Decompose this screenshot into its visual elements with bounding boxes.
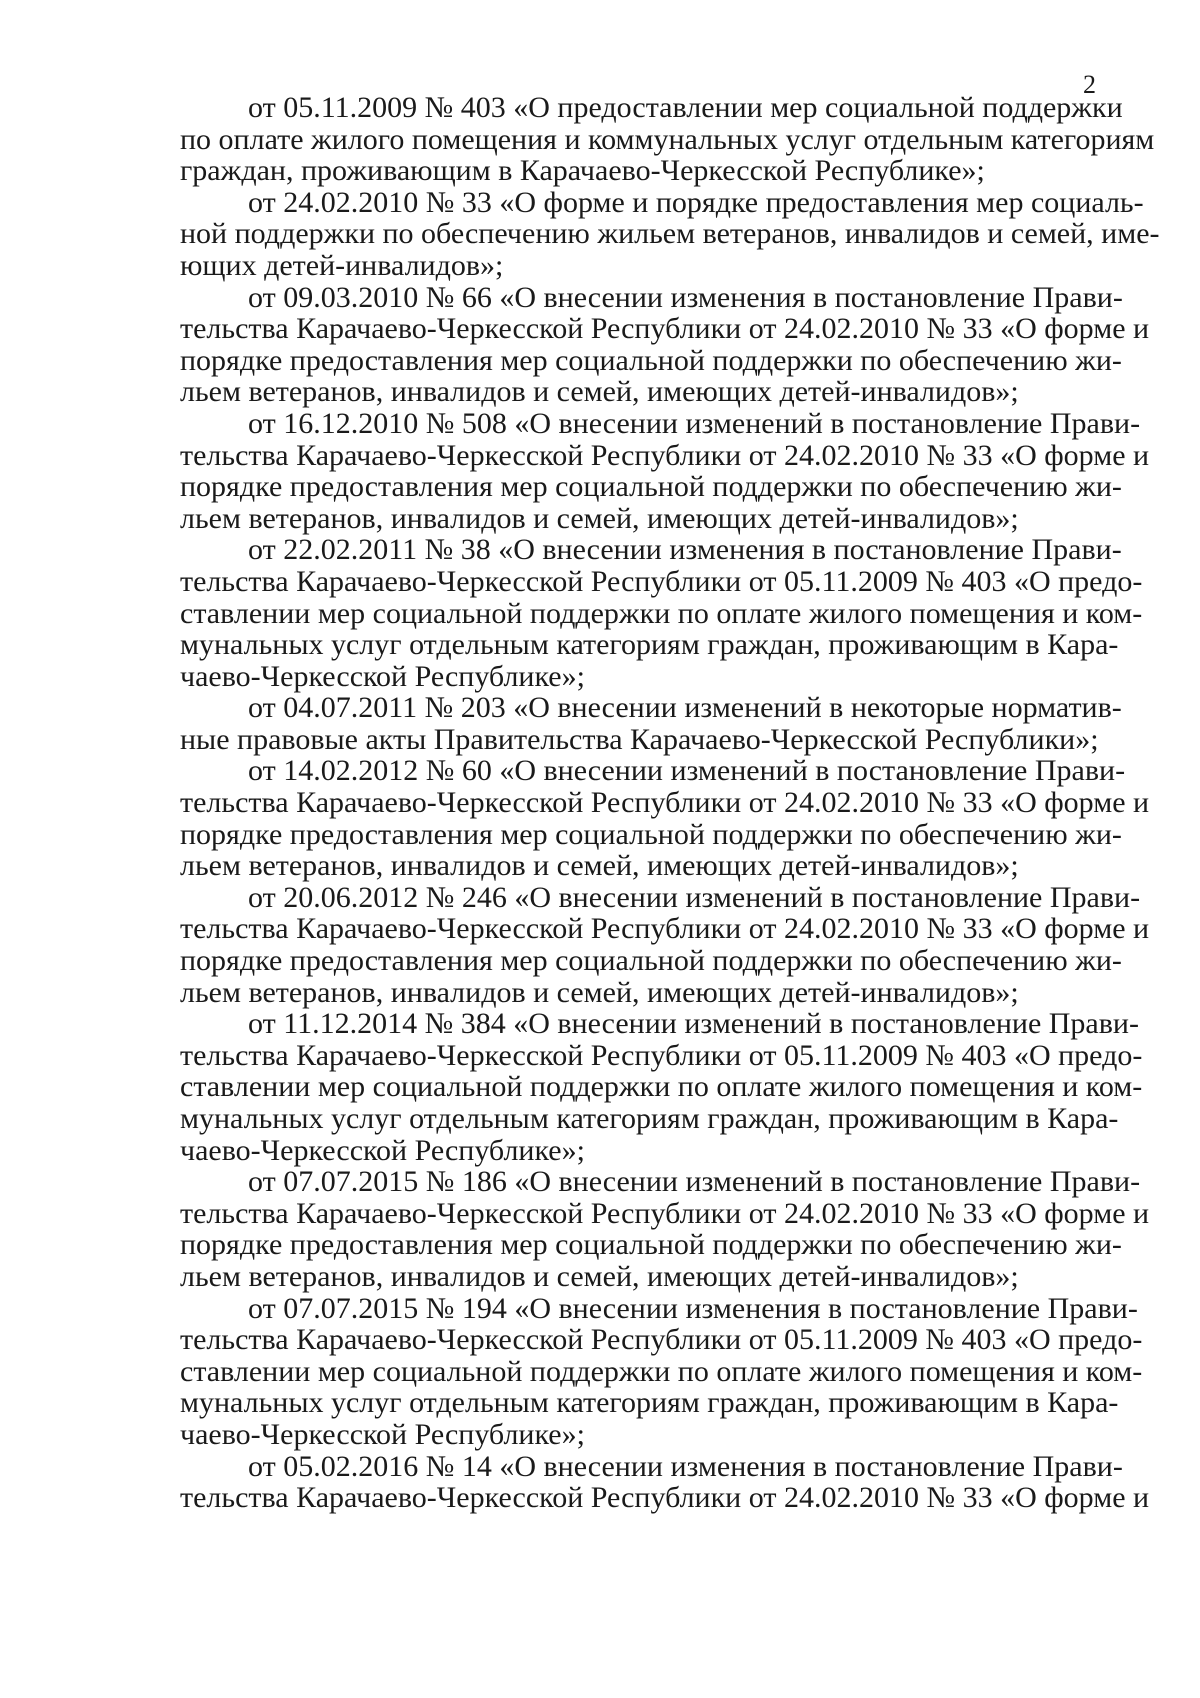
text-line: ной поддержки по обеспечению жильем ветеранов, инвалидов и семей, име- — [180, 217, 1160, 251]
text-line: от 11.12.2014 № 384 «О внесении изменений в постановление Прави- — [248, 1007, 1139, 1041]
text-line: тельства Карачаево-Черкесской Республики от 24.02.2010 № 33 «О форме и — [180, 1481, 1150, 1515]
text-line: порядке предоставления мер социальной поддержки по обеспечению жи- — [180, 817, 1122, 851]
document-paragraph — [180, 1449, 1150, 1515]
text-line: порядке предоставления мер социальной поддержки по обеспечению жи- — [180, 470, 1122, 504]
document-paragraph — [180, 91, 1155, 188]
text-line: ставлении мер социальной поддержки по оплате жилого помещения и ком- — [180, 596, 1143, 630]
text-line: льем ветеранов, инвалидов и семей, имеющих детей-инвалидов»; — [180, 375, 1019, 409]
text-line: от 24.02.2010 № 33 «О форме и порядке предоставления мер социаль- — [248, 185, 1144, 219]
text-line: тельства Карачаево-Черкесской Республики от 24.02.2010 № 33 «О форме и — [180, 1196, 1150, 1230]
text-line: чаево-Черкесской Республике»; — [180, 659, 585, 693]
text-line: тельства Карачаево-Черкесской Республики от 05.11.2009 № 403 «О предо- — [180, 564, 1143, 598]
text-line: тельства Карачаево-Черкесской Республики от 24.02.2010 № 33 «О форме и — [180, 786, 1150, 820]
document-paragraph — [180, 1165, 1150, 1293]
text-line: от 05.11.2009 № 403 «О предоставлении мер социальной поддержки — [248, 91, 1123, 124]
text-line: чаево-Черкесской Республике»; — [180, 1417, 585, 1451]
text-line: ющих детей-инвалидов»; — [180, 248, 504, 282]
document-paragraph — [180, 185, 1160, 282]
text-line: от 05.02.2016 № 14 «О внесении изменения в постановление Прави- — [248, 1449, 1123, 1483]
text-line: мунальных услуг отдельным категориям граждан, проживающим в Кара- — [180, 1102, 1119, 1135]
text-line: порядке предоставления мер социальной поддержки по обеспечению жи- — [180, 343, 1122, 377]
text-line: от 07.07.2015 № 186 «О внесении изменений в постановление Прави- — [248, 1165, 1141, 1199]
text-line: от 16.12.2010 № 508 «О внесении изменений в постановление Прави- — [248, 406, 1141, 440]
text-line: тельства Карачаево-Черкесской Республики от 24.02.2010 № 33 «О форме и — [180, 438, 1150, 472]
text-line: льем ветеранов, инвалидов и семей, имеющих детей-инвалидов»; — [180, 1259, 1019, 1293]
text-line: льем ветеранов, инвалидов и семей, имеющих детей-инвалидов»; — [180, 501, 1019, 535]
document-paragraph — [180, 880, 1150, 1009]
page-number: 2 — [1083, 70, 1096, 99]
text-line: ные правовые акты Правительства Карачаево-Черкесской Республики»; — [180, 722, 1099, 756]
document-paragraph — [180, 1291, 1143, 1451]
text-line: от 14.02.2012 № 60 «О внесении изменений в постановление Прави- — [248, 754, 1126, 788]
document-body — [180, 91, 1160, 1515]
text-line: от 07.07.2015 № 194 «О внесении изменения в постановление Прави- — [248, 1291, 1138, 1325]
text-line: тельства Карачаево-Черкесской Республики от 24.02.2010 № 33 «О форме и — [180, 312, 1150, 346]
text-line: от 20.06.2012 № 246 «О внесении изменений в постановление Прави- — [248, 880, 1141, 914]
document-paragraph — [180, 406, 1150, 535]
text-line: ставлении мер социальной поддержки по оплате жилого помещения и ком- — [180, 1070, 1143, 1104]
document-paragraph — [180, 280, 1150, 409]
text-line: порядке предоставления мер социальной поддержки по обеспечению жи- — [180, 1228, 1122, 1262]
text-line: тельства Карачаево-Черкесской Республики от 24.02.2010 № 33 «О форме и — [180, 912, 1150, 946]
text-line: по оплате жилого помещения и коммунальных услуг отдельным категориям — [180, 122, 1155, 156]
text-line: порядке предоставления мер социальной поддержки по обеспечению жи- — [180, 944, 1122, 978]
text-line: граждан, проживающим в Карачаево-Черкесской Республике»; — [180, 154, 985, 188]
document-paragraph — [180, 691, 1122, 756]
text-line: от 09.03.2010 № 66 «О внесении изменения в постановление Прави- — [248, 280, 1123, 314]
text-line: льем ветеранов, инвалидов и семей, имеющих детей-инвалидов»; — [180, 975, 1019, 1009]
text-line: ставлении мер социальной поддержки по оплате жилого помещения и ком- — [180, 1354, 1143, 1388]
document-paragraph — [180, 1007, 1143, 1167]
text-line: тельства Карачаево-Черкесской Республики от 05.11.2009 № 403 «О предо- — [180, 1323, 1143, 1357]
text-line: льем ветеранов, инвалидов и семей, имеющих детей-инвалидов»; — [180, 849, 1019, 883]
text-line: чаево-Черкесской Республике»; — [180, 1133, 585, 1167]
text-line: от 22.02.2011 № 38 «О внесении изменения в постановление Прави- — [248, 533, 1122, 567]
text-line: от 04.07.2011 № 203 «О внесении изменений в некоторые норматив- — [248, 691, 1122, 725]
text-line: мунальных услуг отдельным категориям граждан, проживающим в Кара- — [180, 1386, 1119, 1420]
text-line: мунальных услуг отдельным категориям граждан, проживающим в Кара- — [180, 628, 1119, 662]
document-paragraph — [180, 533, 1143, 693]
text-line: тельства Карачаево-Черкесской Республики от 05.11.2009 № 403 «О предо- — [180, 1038, 1143, 1072]
document-paragraph — [180, 754, 1150, 883]
